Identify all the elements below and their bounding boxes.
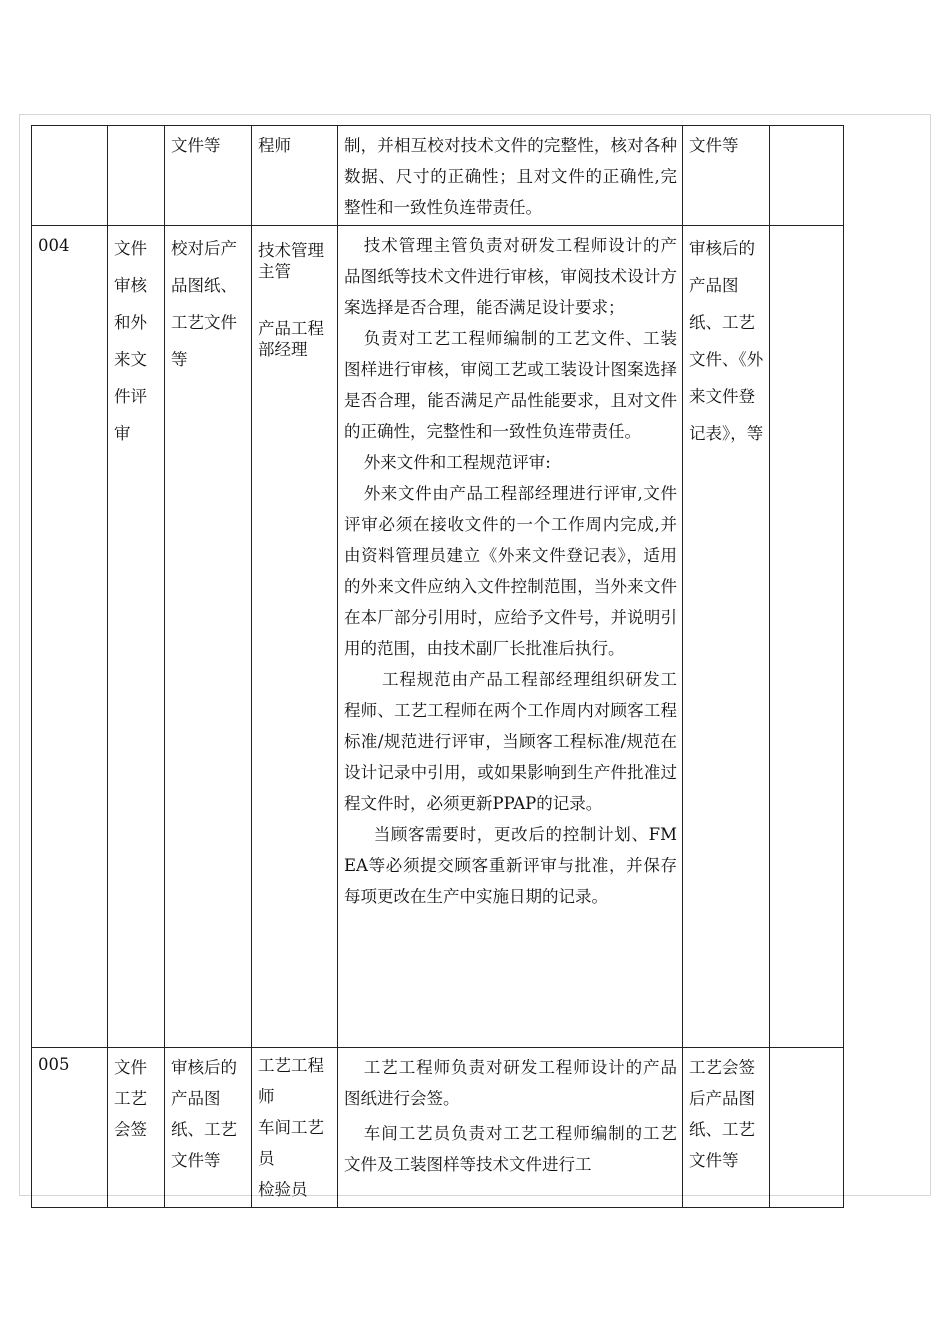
description-paragraph: 外来文件和工程规范评审: (363, 453, 551, 472)
cell-description (338, 226, 683, 1048)
cell-step-no: 004 (32, 226, 108, 1048)
cell-role (252, 226, 338, 1048)
cell-output: 工艺会签后产品图纸、工艺文件等 (683, 1048, 770, 1208)
role-workshop-technician: 车间工艺员 (258, 1118, 324, 1168)
table-row-continued (32, 126, 844, 226)
description-paragraph: 外来文件由产品工程部经理进行评审,文件评审必须在接收文件的一个工作周内完成,并由资料管理员建立《外来文件登记表》，适用的外来文件应纳入文件控制范围，当外来文件在本厂部分引用时，应给予文件号，并说明引用的范围，由技术副厂长批准后执行。 (344, 484, 677, 658)
role-inspector: 检验员 (258, 1180, 308, 1199)
cell-input: 校对后产品图纸、工艺文件等 (165, 226, 252, 1048)
table-row-004 (32, 226, 844, 1048)
description-text: 制，并相互校对技术文件的完整性，核对各种数据、尺寸的正确性；且对文件的正确性,完整性和一致性负连带责任。 (344, 136, 677, 217)
cell-remark (770, 126, 844, 226)
description-paragraph: 工程规范由产品工程部经理组织研发工程师、工艺工程师在两个工作周内对顾客工程标准/规范进行评审，当顾客工程标准/规范在设计记录中引用，或如果影响到生产件批准过程文件时，必须更新PPAP的记录。 (344, 670, 677, 813)
role-process-engineer: 工艺工程师 (258, 1056, 324, 1106)
description-paragraph: 当顾客需要时，更改后的控制计划、FMEA等必须提交顾客重新评审与批准，并保存每项更改在生产中实施日期的记录。 (344, 825, 677, 906)
cell-role (252, 1048, 338, 1208)
cell-remark (770, 226, 844, 1048)
role-technical-manager: 技术管理主管 (258, 241, 324, 281)
cell-remark (770, 1048, 844, 1208)
cell-step-name: 文件审核和外来文件评审 (108, 226, 165, 1048)
role-spacer (258, 282, 332, 318)
description-paragraph: 工艺工程师负责对研发工程师设计的产品图纸进行会签。 (344, 1058, 677, 1108)
table-row-005 (32, 1048, 844, 1208)
cell-step-no: 005 (32, 1048, 108, 1208)
cell-input: 文件等 (165, 126, 252, 226)
cell-step-name (108, 126, 165, 226)
cell-step-name: 文件工艺会签 (108, 1048, 165, 1208)
cell-description (338, 1048, 683, 1208)
cell-role: 程师 (252, 126, 338, 226)
cell-description (338, 126, 683, 226)
role-engineering-manager: 产品工程部经理 (258, 319, 324, 359)
cell-input: 审核后的产品图纸、工艺文件等 (165, 1048, 252, 1208)
cell-output: 审核后的产品图纸、工艺文件、《外来文件登记表》，等 (683, 226, 770, 1048)
description-paragraph: 负责对工艺工程师编制的工艺文件、工装图样进行审核，审阅工艺或工装设计图案选择是否合理，能否满足产品性能要求，且对文件的正确性，完整性和一致性负连带责任。 (344, 329, 677, 441)
description-paragraph: 车间工艺员负责对工艺工程师编制的工艺文件及工装图样等技术文件进行工 (344, 1124, 677, 1174)
cell-output: 文件等 (683, 126, 770, 226)
procedure-table (31, 125, 844, 1208)
cell-step-no (32, 126, 108, 226)
description-paragraph: 技术管理主管负责对研发工程师设计的产品图纸等技术文件进行审核，审阅技术设计方案选择是否合理，能否满足设计要求； (344, 236, 677, 317)
